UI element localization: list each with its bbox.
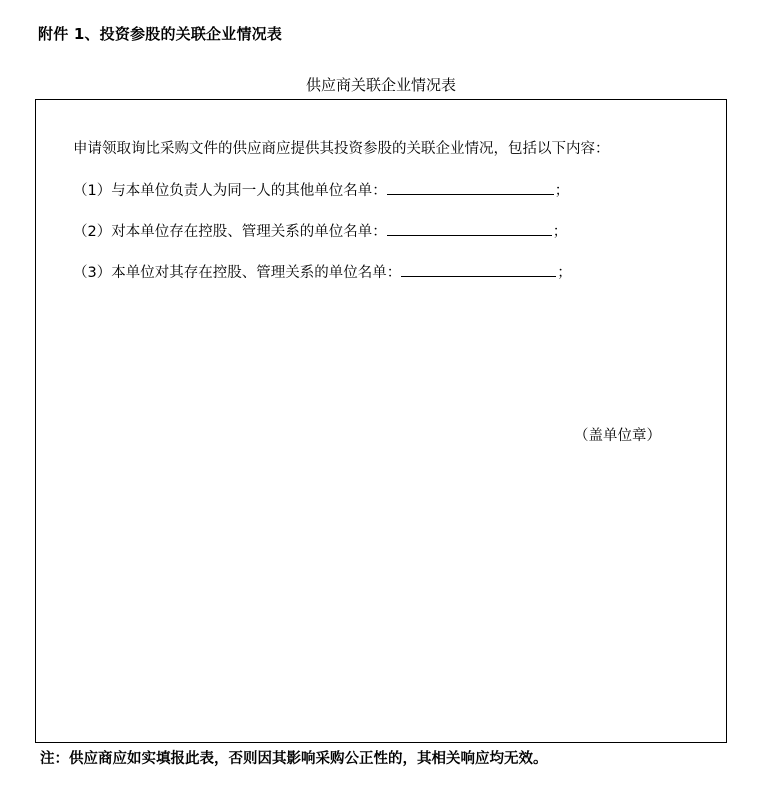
- form-item-2: [73, 220, 567, 243]
- form-item-1-label: 与本单位负责人为同一人的其他单位名单：: [111, 183, 387, 199]
- seal-placeholder: （盖单位章）: [574, 428, 661, 444]
- form-box-inner: [36, 100, 726, 742]
- form-item-2-label: 对本单位存在控股、管理关系的单位名单：: [111, 224, 387, 240]
- form-item-2-input[interactable]: [387, 220, 552, 236]
- form-heading: 供应商关联企业情况表: [305, 76, 456, 94]
- form-item-3-input[interactable]: [401, 261, 556, 277]
- form-box: [35, 99, 727, 743]
- form-item-3-label: 本单位对其存在控股、管理关系的单位名单：: [111, 265, 402, 281]
- form-item-2-number: （2）: [73, 224, 112, 240]
- page-title: 附件 1、投资参股的关联企业情况表: [38, 25, 283, 43]
- form-item-1: [73, 179, 569, 202]
- form-item-3-number: （3）: [73, 265, 112, 281]
- footer-note: 注：供应商应如实填报此表，否则因其影响采购公正性的，其相关响应均无效。: [40, 751, 548, 767]
- form-intro-text: 申请领取询比采购文件的供应商应提供其投资参股的关联企业情况，包括以下内容：: [73, 141, 610, 157]
- form-item-3-terminator: ；: [557, 265, 572, 281]
- form-item-1-terminator: ；: [554, 183, 570, 199]
- form-item-1-number: （1）: [73, 183, 112, 199]
- form-item-2-terminator: ；: [552, 224, 568, 240]
- form-item-3: [73, 261, 572, 284]
- form-item-1-input[interactable]: [387, 179, 554, 195]
